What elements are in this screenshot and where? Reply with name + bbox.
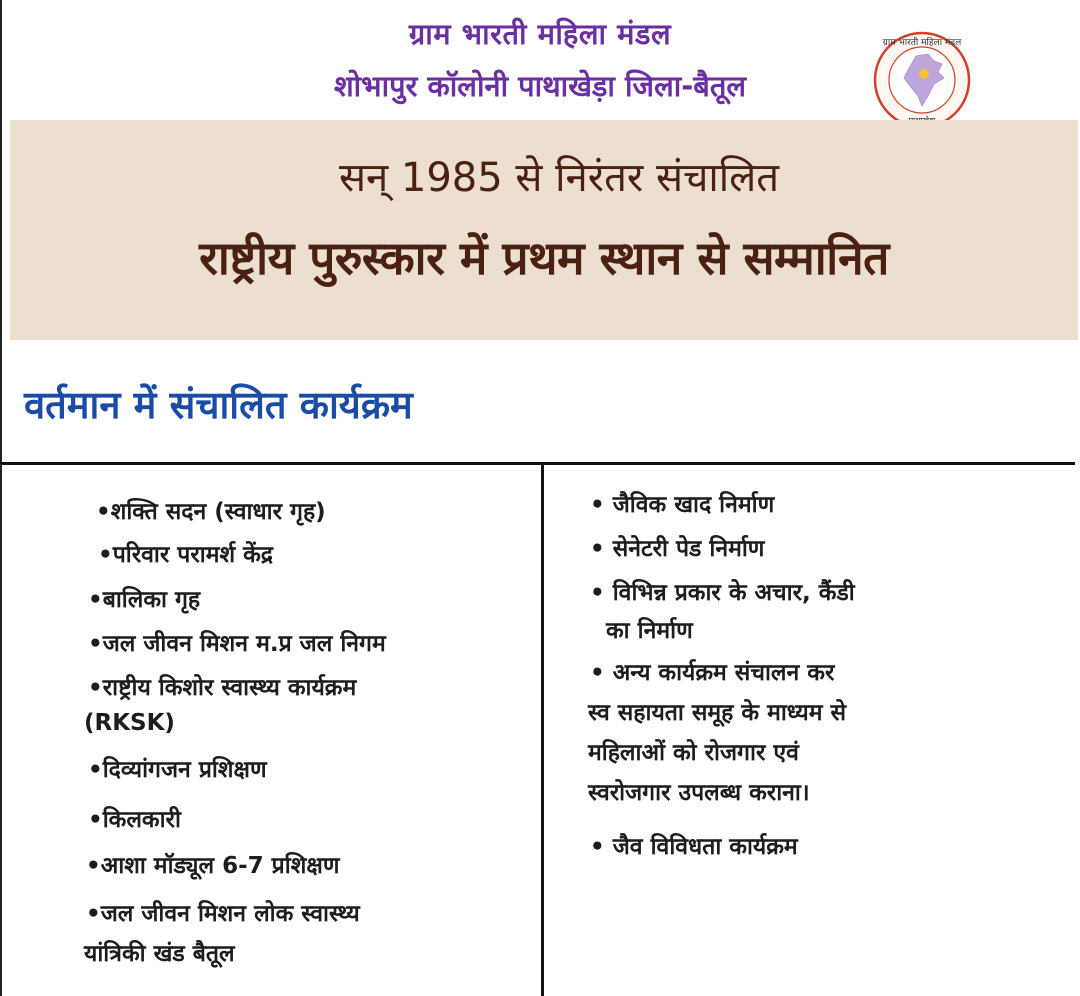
program-item (96, 494, 524, 526)
program-item-text: •शक्ति सदन (स्वाधार गृह) (96, 499, 326, 525)
org-address: शोभापुर कॉलोनी पाथाखेड़ा जिला-बैतूल (333, 69, 747, 103)
program-item-text: • जैव विविधता कार्यक्रम (590, 834, 798, 860)
program-item (88, 582, 524, 614)
program-item (590, 575, 1070, 645)
program-item-text: • जैविक खाद निर्माण (590, 492, 775, 518)
org-name: ग्राम भारती महिला मंडल (408, 17, 672, 51)
program-item-text: • अन्य कार्यक्रम संचालन कर (590, 660, 835, 686)
program-item-text: •परिवार परामर्श केंद्र (98, 542, 273, 568)
program-item-text: •जल जीवन मिशन म.प्र जल निगम (88, 631, 386, 657)
programs-left-column (84, 494, 524, 968)
program-item-text: •राष्ट्रीय किशोर स्वास्थ्य कार्यक्रम (88, 675, 357, 701)
program-item (590, 655, 1070, 807)
banner-award-text: राष्ट्रीय पुरुस्कार में प्रथम स्थान से सम्मानित (199, 231, 889, 285)
program-item-text: •दिव्यांगजन प्रशिक्षण (88, 757, 267, 783)
logo-ring-text-top: ग्राम भारती महिला मंडल (882, 38, 962, 48)
program-item-continuation: का निर्माण (590, 618, 693, 644)
program-item (88, 752, 524, 784)
programs-right-column (590, 487, 1070, 861)
vertical-divider (541, 462, 544, 996)
program-item-continuation: महिलाओं को रोजगार एवं (588, 740, 799, 766)
program-item (98, 537, 524, 569)
program-item (590, 531, 1070, 563)
program-item-text: •बालिका गृह (88, 587, 201, 613)
program-item-text: • सेनेटरी पेड निर्माण (590, 536, 765, 562)
program-item (88, 626, 524, 658)
program-item-continuation: यांत्रिकी खंड बैतूल (84, 941, 235, 967)
program-item-text: •जल जीवन मिशन लोक स्वास्थ्य (86, 901, 360, 927)
india-map-seal-icon (872, 30, 972, 130)
program-item-text: •आशा मॉड्यूल 6-7 प्रशिक्षण (86, 853, 340, 879)
program-item (84, 670, 524, 736)
program-item-continuation: स्व सहायता समूह के माध्यम से (588, 700, 847, 726)
program-item (590, 487, 1070, 519)
program-item-text: •किलकारी (88, 807, 181, 833)
section-heading: वर्तमान में संचालित कार्यक्रम (24, 383, 413, 427)
program-item-continuation: (RKSK) (84, 710, 175, 736)
program-item (88, 802, 524, 834)
program-item (86, 896, 524, 968)
horizontal-divider (0, 462, 1075, 465)
program-item (590, 829, 1070, 861)
program-item (86, 848, 524, 880)
banner (10, 120, 1078, 340)
banner-since-text: सन् 1985 से निरंतर संचालित (338, 155, 780, 201)
program-item-text: • विभिन्न प्रकार के अचार, कैंडी (590, 580, 855, 606)
page-border (0, 0, 2, 996)
program-item-continuation: स्वरोजगार उपलब्ध कराना। (588, 780, 810, 806)
